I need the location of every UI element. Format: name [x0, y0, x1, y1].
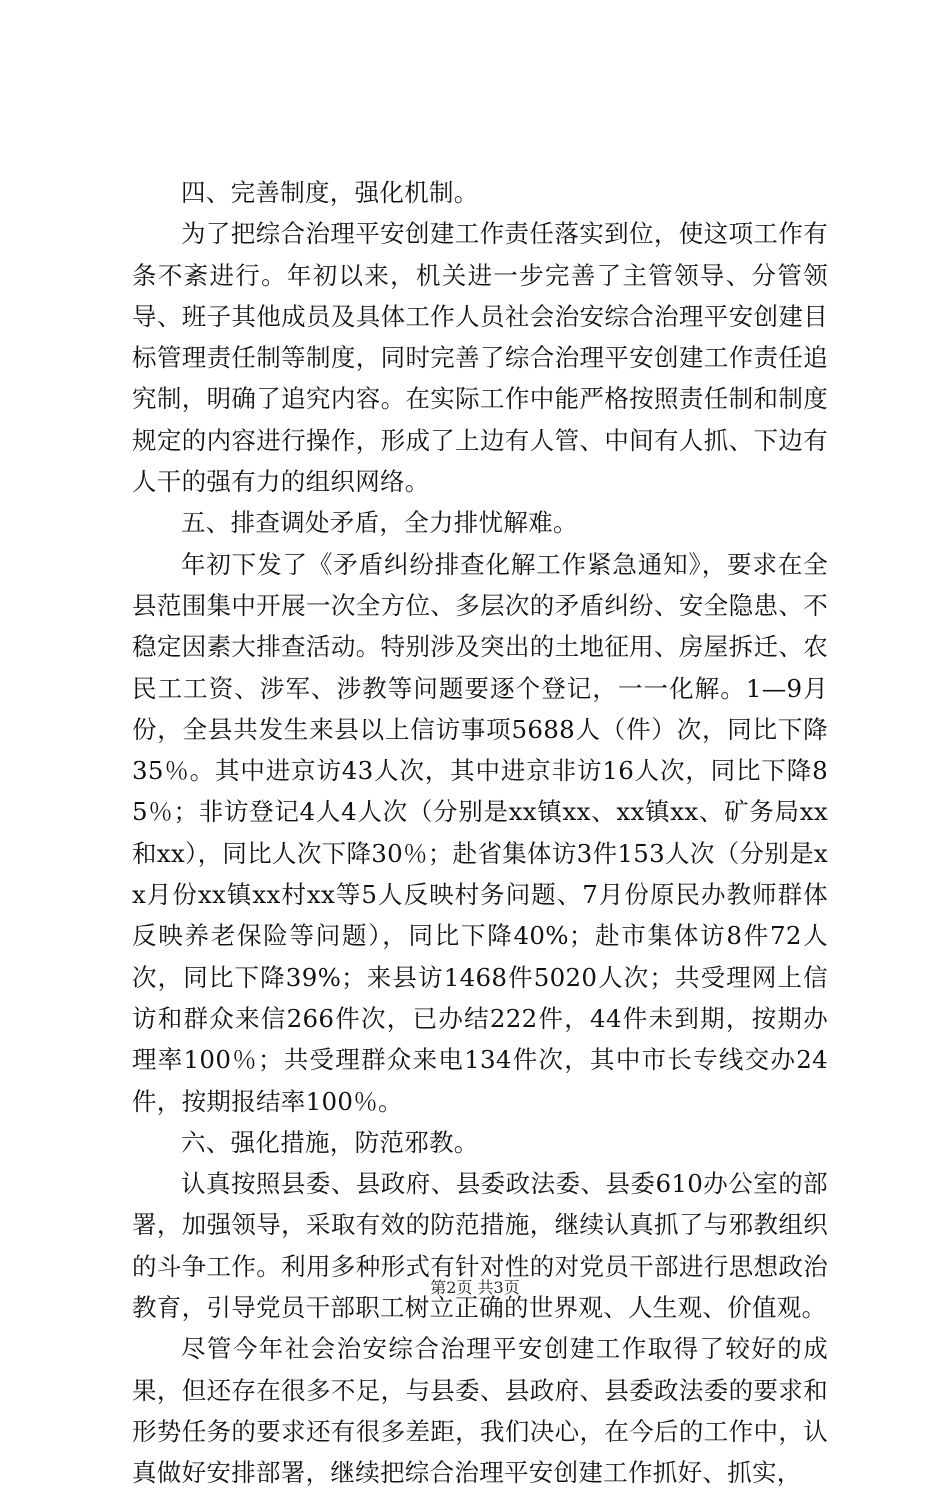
- section-heading-resolve-disputes: 五、排查调处矛盾，全力排忧解难。: [181, 508, 578, 538]
- section-heading-prevent-cults: 六、强化措施，防范邪教。: [181, 1127, 479, 1157]
- paragraph-petition-statistics: 年初下发了《矛盾纠纷排查化解工作紧急通知》，要求在全县范围集中开展一次全方位、多层次的矛盾纠纷、安全隐患、不稳定因素大排查活动。特别涉及突出的土地征用、房屋拆迁、农民工工资、涉军、涉教等问题要逐个登记，一一化解。1—9月份，全县共发生来县以上信访事项5688人（件）次，同比下降35％。其中进京访43人次，其中进京非访16人次，同比下降85％；非访登记4人4人次（分别是xx镇xx、xx镇xx、矿务局xx和xx），同比人次下降30％；赴省集体访3件153人次（分别是xx月份xx镇xx村xx等5人反映村务问题、7月份原民办教师群体反映养老保险等问题），同比下降40%；赴市集体访8件72人次，同比下降39%；来县访1468件5020人次；共受理网上信访和群众来信266件次，已办结222件，44件未到期，按期办理率100％；共受理群众来电134件次，其中市长专线交办24件，按期报结率100％。: [132, 549, 828, 1116]
- paragraph-prevention-measures: 认真按照县委、县政府、县委政法委、县委610办公室的部署，加强领导，采取有效的防范措施，继续认真抓了与邪教组织的斗争工作。利用多种形式有针对性的对党员干部进行思想政治教育，引导党员干部职工树立正确的世界观、人生观、价值观。: [132, 1169, 828, 1323]
- paragraph-responsibility: 为了把综合治理平安创建工作责任落实到位，使这项工作有条不紊进行。年初以来，机关进一步完善了主管领导、分管领导、班子其他成员及具体工作人员社会治安综合治理平安创建目标管理责任制等制度，同时完善了综合治理平安创建工作责任追究制，明确了追究内容。在实际工作中能严格按照责任制和制度规定的内容进行操作，形成了上边有人管、中间有人抓、下边有人干的强有力的组织网络。: [132, 219, 828, 497]
- page-footer: 第2页 共3页: [430, 1278, 520, 1297]
- paragraph-summary: 尽管今年社会治安综合治理平安创建工作取得了较好的成果，但还存在很多不足，与县委、县政府、县委政法委的要求和形势任务的要求还有很多差距，我们决心，在今后的工作中，认真做好安排部署，继续把综合治理平安创建工作抓好、抓实，: [132, 1334, 828, 1488]
- section-heading-improve-system: 四、完善制度，强化机制。: [181, 178, 479, 207]
